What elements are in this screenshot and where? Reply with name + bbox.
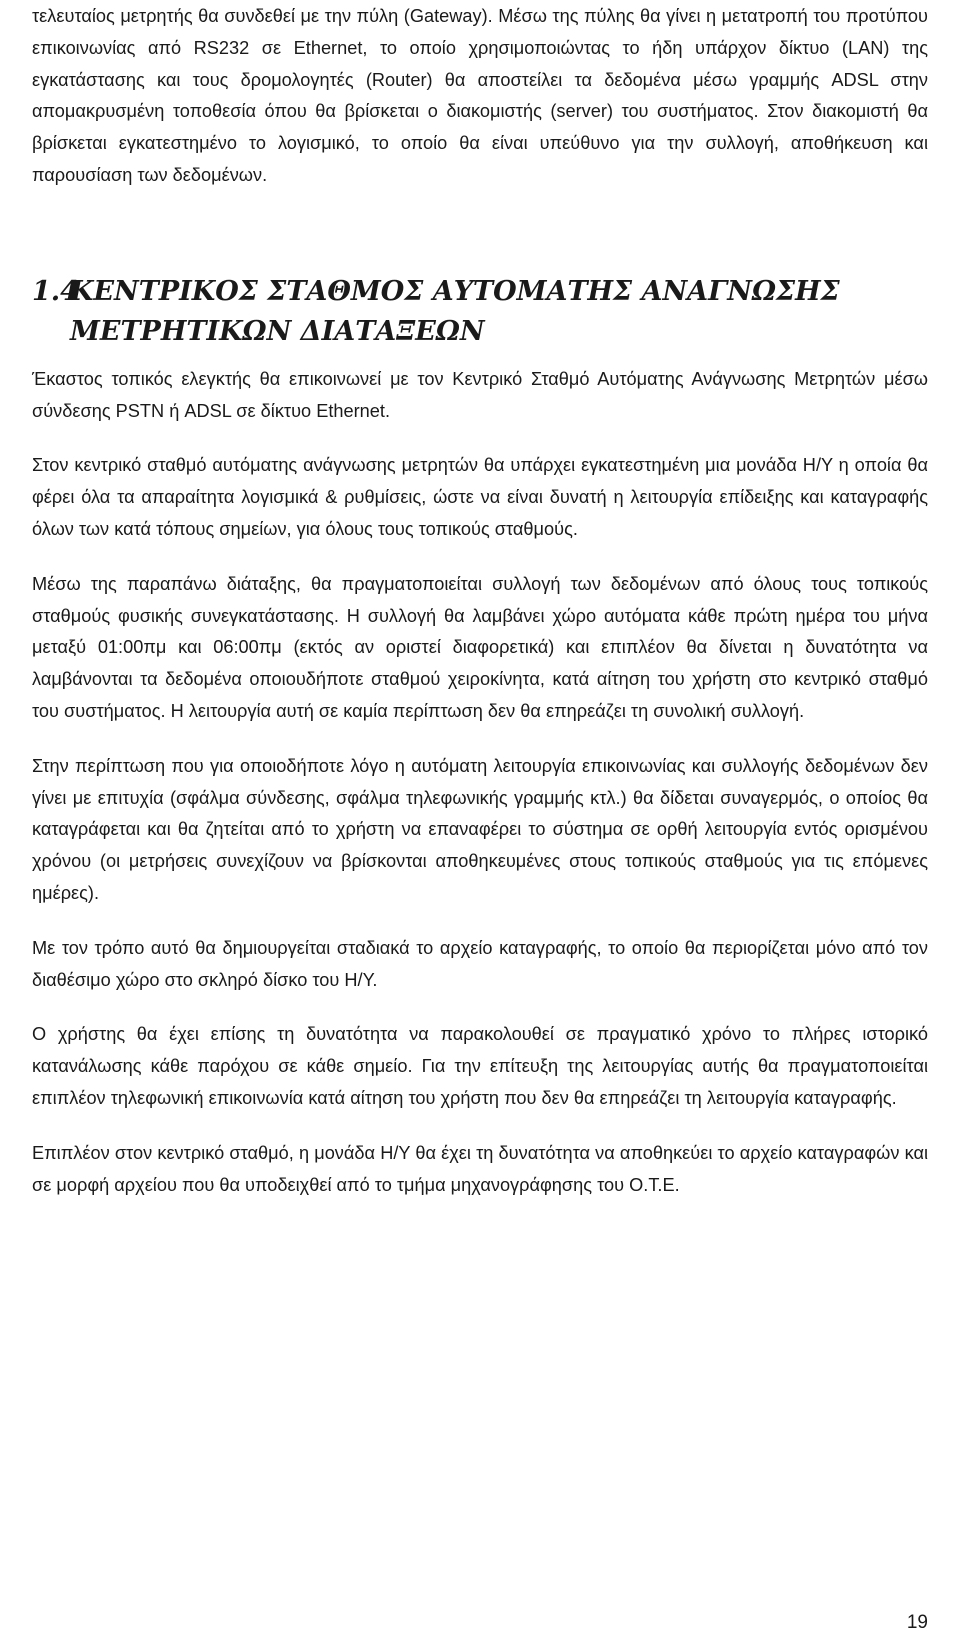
section-number: 1.4 (32, 275, 79, 307)
paragraph-data-collection: Μέσω της παραπάνω διάταξης, θα πραγματοποιείται συλλογή των δεδομένων από όλους τους τοπικούς σταθμούς φυσικής συνεγκατάστασης. Η συλλογή θα λαμβάνει χώρο αυτόματα κάθε πρώτη ημέρα του μήνα μεταξύ 01:00πμ και 06:00πμ (εκτός αν οριστεί διαφορετικά) και επιπλέον θα δίνεται η δυνατότητα να λαμβάνονται τα δεδομένα οποιουδήποτε σταθμού χειροκίνητα, κατά αίτηση του χρήστη στο κεντρικό σταθμό του συστήματος. Η λειτουργία αυτή σε καμία περίπτωση δεν θα επηρεάζει τη συνολική συλλογή. (32, 573, 928, 721)
page-number: 19 (906, 1612, 928, 1633)
document-page (32, 0, 928, 1201)
paragraph-export-format: Επιπλέον στον κεντρικό σταθμό, η μονάδα Η/Υ θα έχει τη δυνατότητα να αποθηκεύει το αρχείο καταγραφών και σε μορφή αρχείου που θα υποδειχθεί από το τμήμα μηχανογράφησης του Ο.Τ.Ε. (32, 1142, 928, 1195)
paragraph-log-file: Με τον τρόπο αυτό θα δημιουργείται σταδιακά το αρχείο καταγραφής, το οποίο θα περιορίζεται μόνο από τον διαθέσιμο χώρο στο σκληρό δίσκο του Η/Υ. (32, 937, 928, 990)
paragraph-central-station-pc: Στον κεντρικό σταθμό αυτόματης ανάγνωσης μετρητών θα υπάρχει εγκατεστημένη μια μονάδα Η/Υ η οποία θα φέρει όλα τα απαραίτητα λογισμικά & ρυθμίσεις, ώστε να είναι δυνατή η λειτουργία επίδειξης και καταγραφής όλων των κατά τόπους σημείων, για όλους τους τοπικούς σταθμούς. (32, 455, 928, 539)
paragraph-pstn-adsl: Έκαστος τοπικός ελεγκτής θα επικοινωνεί με τον Κεντρικό Σταθμό Αυτόματης Ανάγνωσης Μετρητών μέσω σύνδεσης PSTN ή ADSL σε δίκτυο Ethernet. (32, 368, 928, 421)
paragraph-alarm: Στην περίπτωση που για οποιοδήποτε λόγο η αυτόματη λειτουργία επικοινωνίας και συλλογής δεδομένων δεν γίνει με επιτυχία (σφάλμα σύνδεσης, σφάλμα τηλεφωνικής γραμμής κτλ.) θα δίδεται συναγερμός, ο οποίος θα καταγράφεται και θα ζητείται από το χρήστη να επαναφέρει το σύστημα σε ορθή λειτουργία εντός ορισμένου χρόνου (οι μετρήσεις συνεχίζουν να βρίσκονται αποθηκευμένες στους τοπικούς σταθμούς για τις επόμενες ημέρες). (32, 755, 928, 903)
paragraph-realtime-monitoring: Ο χρήστης θα έχει επίσης τη δυνατότητα να παρακολουθεί σε πραγματικό χρόνο το πλήρες ιστορικό κατανάλωσης κάθε παρόχου σε κάθε σημείο. Για την επίτευξη της λειτουργίας αυτής θα πραγματοποιείται επιπλέον τηλεφωνική επικοινωνία κατά αίτηση του χρήστη που δεν θα επηρεάζει τη λειτουργία καταγραφής. (32, 1024, 928, 1108)
intro-paragraph: τελευταίος μετρητής θα συνδεθεί με την πύλη (Gateway). Μέσω της πύλης θα γίνει η μετατροπή του προτύπου επικοινωνίας από RS232 σε Ethernet, το οποίο χρησιμοποιώντας το ήδη υπάρχον δίκτυο (LAN) της εγκατάστασης και τους δρομολογητές (Router) θα αποστείλει τα δεδομένα μέσω γραμμής ADSL στην απομακρυσμένη τοποθεσία όπου θα βρίσκεται ο διακομιστής (server) του συστήματος. Στον διακομιστή θα βρίσκεται εγκατεστημένο το λογισμικό, το οποίο θα είναι υπεύθυνο για την συλλογή, αποθήκευση και παρουσίαση των δεδομένων. (32, 6, 928, 185)
section-title: ΚΕΝΤΡΙΚΟΣ ΣΤΑΘΜΟΣ ΑΥΤΟΜΑΤΗΣ ΑΝΑΓΝΩΣΗΣ ΜΕΤΡΗΤΙΚΩΝ ΔΙΑΤΑΞΕΩΝ (70, 275, 840, 347)
section-heading (32, 272, 928, 352)
